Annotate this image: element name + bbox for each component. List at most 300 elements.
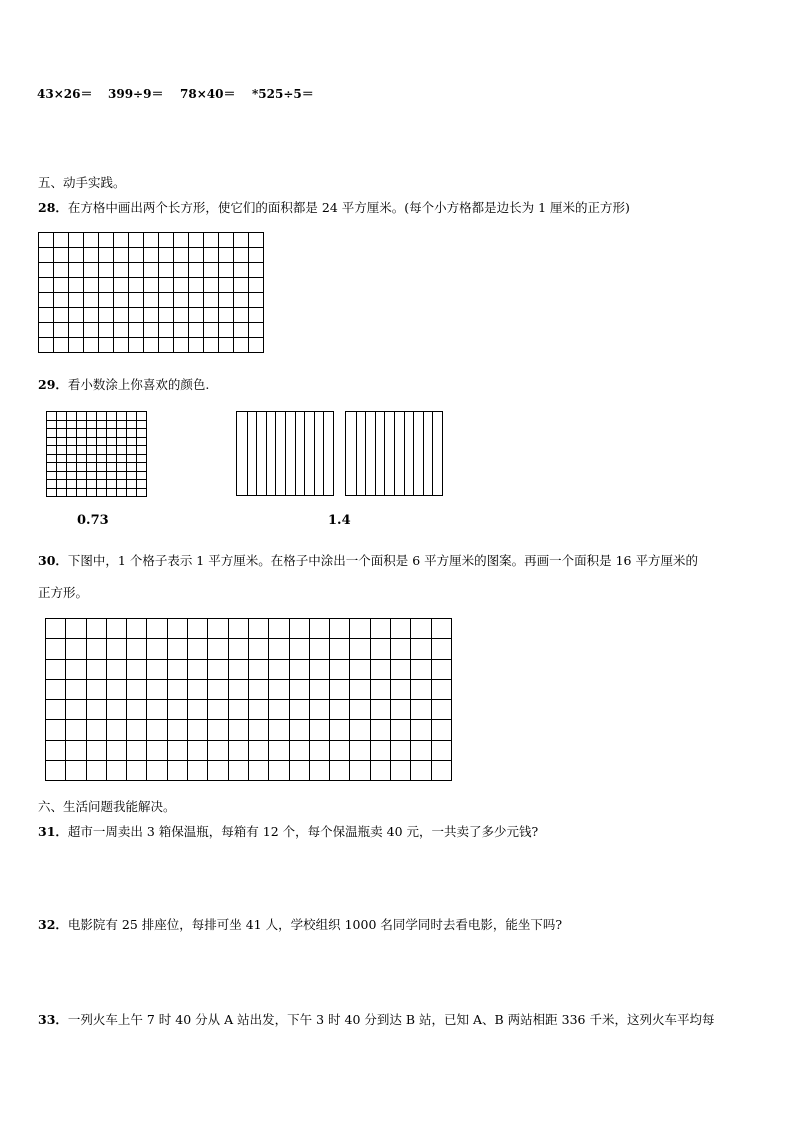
grid-cell[interactable]	[269, 700, 289, 720]
grid-cell[interactable]	[69, 263, 84, 278]
grid-cell[interactable]	[97, 480, 107, 489]
grid-cell[interactable]	[69, 293, 84, 308]
grid-cell[interactable]	[117, 429, 127, 438]
grid-cell[interactable]	[370, 740, 390, 760]
grid-cell[interactable]	[204, 233, 219, 248]
grid-cell[interactable]	[137, 429, 147, 438]
grid-cell[interactable]	[219, 263, 234, 278]
grid-cell[interactable]	[248, 619, 268, 639]
square-grid-q30[interactable]	[45, 618, 452, 781]
grid-cell[interactable]	[208, 720, 228, 740]
grid-cell[interactable]	[127, 639, 147, 659]
grid-cell[interactable]	[87, 454, 97, 463]
grid-cell[interactable]	[208, 619, 228, 639]
grid-cell[interactable]	[174, 308, 189, 323]
grid-cell[interactable]	[137, 446, 147, 455]
grid-cell[interactable]	[189, 263, 204, 278]
grid-cell[interactable]	[159, 233, 174, 248]
grid-cell[interactable]	[219, 293, 234, 308]
grid-cell[interactable]	[391, 700, 411, 720]
grid-cell[interactable]	[167, 720, 187, 740]
grid-cell[interactable]	[127, 619, 147, 639]
grid-cell[interactable]	[84, 233, 99, 248]
grid-cell[interactable]	[330, 761, 350, 781]
grid-cell[interactable]	[54, 233, 69, 248]
grid-cell[interactable]	[228, 740, 248, 760]
grid-cell[interactable]	[144, 308, 159, 323]
grid-cell[interactable]	[106, 740, 126, 760]
grid-cell[interactable]	[99, 278, 114, 293]
grid-cell[interactable]	[47, 480, 57, 489]
grid-cell[interactable]	[309, 761, 329, 781]
grid-cell[interactable]	[370, 639, 390, 659]
grid-cell[interactable]	[167, 740, 187, 760]
grid-cell[interactable]	[234, 323, 249, 338]
grid-cell[interactable]	[167, 700, 187, 720]
grid-cell[interactable]	[117, 488, 127, 497]
tenths-box-1[interactable]	[236, 411, 334, 496]
grid-cell[interactable]	[330, 679, 350, 699]
grid-cell[interactable]	[391, 720, 411, 740]
grid-cell[interactable]	[204, 293, 219, 308]
grid-cell[interactable]	[309, 720, 329, 740]
grid-cell[interactable]	[84, 293, 99, 308]
grid-cell[interactable]	[99, 233, 114, 248]
grid-cell[interactable]	[57, 480, 67, 489]
grid-cell[interactable]	[269, 761, 289, 781]
grid-cell[interactable]	[67, 412, 77, 421]
grid-cell[interactable]	[309, 639, 329, 659]
grid-cell[interactable]	[137, 412, 147, 421]
grid-cell[interactable]	[208, 761, 228, 781]
grid-cell[interactable]	[129, 323, 144, 338]
grid-cell[interactable]	[391, 740, 411, 760]
grid-cell[interactable]	[54, 293, 69, 308]
grid-cell[interactable]	[370, 619, 390, 639]
grid-cell[interactable]	[86, 659, 106, 679]
grid-cell[interactable]	[167, 639, 187, 659]
grid-cell[interactable]	[127, 412, 137, 421]
grid-cell[interactable]	[84, 323, 99, 338]
grid-cell[interactable]	[188, 761, 208, 781]
grid-cell[interactable]	[411, 700, 431, 720]
grid-cell[interactable]	[47, 437, 57, 446]
grid-cell[interactable]	[137, 488, 147, 497]
grid-cell[interactable]	[99, 263, 114, 278]
grid-cell[interactable]	[127, 488, 137, 497]
grid-cell[interactable]	[411, 740, 431, 760]
grid-cell[interactable]	[147, 761, 167, 781]
grid-cell[interactable]	[87, 437, 97, 446]
grid-cell[interactable]	[204, 338, 219, 353]
grid-cell[interactable]	[219, 248, 234, 263]
grid-cell[interactable]	[204, 263, 219, 278]
grid-cell[interactable]	[106, 619, 126, 639]
grid-cell[interactable]	[107, 420, 117, 429]
grid-cell[interactable]	[39, 293, 54, 308]
grid-cell[interactable]	[249, 338, 264, 353]
grid-cell[interactable]	[106, 659, 126, 679]
grid-cell[interactable]	[117, 471, 127, 480]
grid-cell[interactable]	[269, 619, 289, 639]
grid-cell[interactable]	[86, 639, 106, 659]
grid-cell[interactable]	[289, 700, 309, 720]
grid-cell[interactable]	[117, 463, 127, 472]
grid-cell[interactable]	[431, 679, 451, 699]
grid-cell[interactable]	[249, 308, 264, 323]
grid-cell[interactable]	[228, 619, 248, 639]
grid-cell[interactable]	[84, 263, 99, 278]
grid-cell[interactable]	[350, 659, 370, 679]
grid-cell[interactable]	[84, 278, 99, 293]
grid-cell[interactable]	[144, 293, 159, 308]
grid-cell[interactable]	[174, 293, 189, 308]
grid-cell[interactable]	[117, 480, 127, 489]
grid-cell[interactable]	[189, 323, 204, 338]
grid-cell[interactable]	[127, 480, 137, 489]
grid-cell[interactable]	[204, 323, 219, 338]
grid-cell[interactable]	[248, 659, 268, 679]
grid-cell[interactable]	[228, 679, 248, 699]
grid-cell[interactable]	[350, 679, 370, 699]
grid-cell[interactable]	[54, 308, 69, 323]
grid-cell[interactable]	[127, 463, 137, 472]
grid-cell[interactable]	[67, 488, 77, 497]
grid-cell[interactable]	[174, 263, 189, 278]
grid-cell[interactable]	[57, 463, 67, 472]
grid-cell[interactable]	[87, 463, 97, 472]
grid-cell[interactable]	[127, 454, 137, 463]
grid-cell[interactable]	[204, 248, 219, 263]
grid-cell[interactable]	[228, 659, 248, 679]
grid-cell[interactable]	[99, 248, 114, 263]
grid-cell[interactable]	[39, 338, 54, 353]
grid-cell[interactable]	[57, 471, 67, 480]
grid-cell[interactable]	[77, 454, 87, 463]
grid-cell[interactable]	[189, 248, 204, 263]
grid-cell[interactable]	[208, 639, 228, 659]
grid-cell[interactable]	[330, 720, 350, 740]
grid-cell[interactable]	[208, 700, 228, 720]
grid-cell[interactable]	[99, 293, 114, 308]
grid-cell[interactable]	[219, 323, 234, 338]
grid-cell[interactable]	[127, 420, 137, 429]
grid-cell[interactable]	[159, 323, 174, 338]
grid-cell[interactable]	[54, 323, 69, 338]
grid-cell[interactable]	[234, 263, 249, 278]
grid-cell[interactable]	[228, 700, 248, 720]
grid-cell[interactable]	[66, 679, 86, 699]
grid-cell[interactable]	[188, 619, 208, 639]
grid-cell[interactable]	[87, 412, 97, 421]
grid-cell[interactable]	[46, 761, 66, 781]
grid-cell[interactable]	[129, 293, 144, 308]
grid-cell[interactable]	[77, 412, 87, 421]
grid-cell[interactable]	[84, 308, 99, 323]
grid-cell[interactable]	[411, 639, 431, 659]
grid-cell[interactable]	[84, 248, 99, 263]
grid-cell[interactable]	[144, 248, 159, 263]
grid-cell[interactable]	[77, 437, 87, 446]
grid-cell[interactable]	[167, 619, 187, 639]
grid-cell[interactable]	[107, 412, 117, 421]
grid-cell[interactable]	[46, 679, 66, 699]
grid-cell[interactable]	[391, 761, 411, 781]
grid-cell[interactable]	[129, 308, 144, 323]
grid-cell[interactable]	[137, 437, 147, 446]
grid-cell[interactable]	[159, 338, 174, 353]
grid-cell[interactable]	[208, 740, 228, 760]
grid-cell[interactable]	[114, 278, 129, 293]
grid-cell[interactable]	[249, 293, 264, 308]
grid-cell[interactable]	[159, 293, 174, 308]
grid-cell[interactable]	[188, 740, 208, 760]
grid-cell[interactable]	[289, 740, 309, 760]
grid-cell[interactable]	[234, 308, 249, 323]
grid-cell[interactable]	[289, 659, 309, 679]
grid-cell[interactable]	[47, 471, 57, 480]
grid-cell[interactable]	[411, 761, 431, 781]
grid-cell[interactable]	[117, 420, 127, 429]
grid-cell[interactable]	[107, 463, 117, 472]
grid-cell[interactable]	[208, 659, 228, 679]
grid-cell[interactable]	[46, 740, 66, 760]
grid-cell[interactable]	[127, 471, 137, 480]
grid-cell[interactable]	[350, 639, 370, 659]
grid-cell[interactable]	[47, 488, 57, 497]
grid-cell[interactable]	[350, 761, 370, 781]
grid-cell[interactable]	[86, 619, 106, 639]
tenths-box-2[interactable]	[345, 411, 443, 496]
square-grid-q28[interactable]	[38, 232, 264, 353]
grid-cell[interactable]	[97, 412, 107, 421]
grid-cell[interactable]	[77, 420, 87, 429]
grid-cell[interactable]	[350, 740, 370, 760]
grid-cell[interactable]	[228, 720, 248, 740]
grid-cell[interactable]	[87, 488, 97, 497]
grid-cell[interactable]	[57, 429, 67, 438]
grid-cell[interactable]	[219, 308, 234, 323]
grid-cell[interactable]	[107, 480, 117, 489]
grid-cell[interactable]	[127, 429, 137, 438]
grid-cell[interactable]	[127, 659, 147, 679]
grid-cell[interactable]	[54, 248, 69, 263]
grid-cell[interactable]	[127, 446, 137, 455]
grid-cell[interactable]	[159, 278, 174, 293]
grid-cell[interactable]	[54, 338, 69, 353]
grid-cell[interactable]	[188, 659, 208, 679]
grid-cell[interactable]	[117, 446, 127, 455]
grid-cell[interactable]	[204, 308, 219, 323]
grid-cell[interactable]	[107, 446, 117, 455]
grid-cell[interactable]	[57, 488, 67, 497]
grid-cell[interactable]	[289, 761, 309, 781]
grid-cell[interactable]	[411, 619, 431, 639]
grid-cell[interactable]	[97, 488, 107, 497]
grid-cell[interactable]	[57, 420, 67, 429]
grid-cell[interactable]	[189, 278, 204, 293]
grid-cell[interactable]	[431, 619, 451, 639]
grid-cell[interactable]	[189, 338, 204, 353]
grid-cell[interactable]	[189, 308, 204, 323]
grid-cell[interactable]	[87, 480, 97, 489]
grid-cell[interactable]	[86, 720, 106, 740]
grid-cell[interactable]	[114, 233, 129, 248]
grid-cell[interactable]	[248, 740, 268, 760]
grid-cell[interactable]	[189, 293, 204, 308]
hundredths-grid-q29[interactable]	[46, 411, 147, 497]
grid-cell[interactable]	[330, 619, 350, 639]
grid-cell[interactable]	[289, 639, 309, 659]
grid-cell[interactable]	[350, 700, 370, 720]
grid-cell[interactable]	[47, 429, 57, 438]
grid-cell[interactable]	[129, 248, 144, 263]
grid-cell[interactable]	[107, 488, 117, 497]
grid-cell[interactable]	[66, 659, 86, 679]
grid-cell[interactable]	[117, 412, 127, 421]
grid-cell[interactable]	[234, 293, 249, 308]
grid-cell[interactable]	[107, 454, 117, 463]
grid-cell[interactable]	[330, 639, 350, 659]
grid-cell[interactable]	[204, 278, 219, 293]
grid-cell[interactable]	[188, 679, 208, 699]
grid-cell[interactable]	[67, 429, 77, 438]
grid-cell[interactable]	[46, 619, 66, 639]
grid-cell[interactable]	[107, 429, 117, 438]
grid-cell[interactable]	[350, 619, 370, 639]
grid-cell[interactable]	[249, 263, 264, 278]
grid-cell[interactable]	[411, 679, 431, 699]
grid-cell[interactable]	[144, 263, 159, 278]
grid-cell[interactable]	[370, 700, 390, 720]
grid-cell[interactable]	[189, 233, 204, 248]
grid-cell[interactable]	[248, 639, 268, 659]
grid-cell[interactable]	[174, 278, 189, 293]
grid-cell[interactable]	[47, 454, 57, 463]
grid-cell[interactable]	[137, 420, 147, 429]
grid-cell[interactable]	[269, 679, 289, 699]
grid-cell[interactable]	[309, 679, 329, 699]
grid-cell[interactable]	[159, 263, 174, 278]
grid-cell[interactable]	[137, 480, 147, 489]
grid-cell[interactable]	[144, 338, 159, 353]
grid-cell[interactable]	[97, 429, 107, 438]
grid-cell[interactable]	[167, 761, 187, 781]
grid-cell[interactable]	[431, 639, 451, 659]
grid-cell[interactable]	[370, 720, 390, 740]
grid-cell[interactable]	[391, 659, 411, 679]
grid-cell[interactable]	[47, 420, 57, 429]
grid-cell[interactable]	[69, 323, 84, 338]
grid-cell[interactable]	[46, 659, 66, 679]
grid-cell[interactable]	[159, 308, 174, 323]
grid-cell[interactable]	[167, 659, 187, 679]
grid-cell[interactable]	[87, 471, 97, 480]
grid-cell[interactable]	[54, 278, 69, 293]
grid-cell[interactable]	[249, 323, 264, 338]
grid-cell[interactable]	[77, 471, 87, 480]
grid-cell[interactable]	[188, 720, 208, 740]
grid-cell[interactable]	[228, 761, 248, 781]
grid-cell[interactable]	[106, 679, 126, 699]
grid-cell[interactable]	[228, 639, 248, 659]
grid-cell[interactable]	[77, 480, 87, 489]
grid-cell[interactable]	[330, 659, 350, 679]
grid-cell[interactable]	[391, 679, 411, 699]
grid-cell[interactable]	[174, 248, 189, 263]
grid-cell[interactable]	[309, 619, 329, 639]
grid-cell[interactable]	[249, 248, 264, 263]
grid-cell[interactable]	[411, 720, 431, 740]
grid-cell[interactable]	[67, 480, 77, 489]
grid-cell[interactable]	[39, 278, 54, 293]
grid-cell[interactable]	[174, 233, 189, 248]
grid-cell[interactable]	[269, 720, 289, 740]
grid-cell[interactable]	[69, 308, 84, 323]
grid-cell[interactable]	[269, 740, 289, 760]
grid-cell[interactable]	[77, 446, 87, 455]
grid-cell[interactable]	[66, 720, 86, 740]
grid-cell[interactable]	[67, 437, 77, 446]
grid-cell[interactable]	[147, 679, 167, 699]
grid-cell[interactable]	[330, 700, 350, 720]
grid-cell[interactable]	[269, 639, 289, 659]
grid-cell[interactable]	[309, 700, 329, 720]
grid-cell[interactable]	[234, 278, 249, 293]
grid-cell[interactable]	[54, 263, 69, 278]
grid-cell[interactable]	[69, 278, 84, 293]
grid-cell[interactable]	[114, 338, 129, 353]
grid-cell[interactable]	[248, 761, 268, 781]
grid-cell[interactable]	[137, 471, 147, 480]
grid-cell[interactable]	[127, 700, 147, 720]
grid-cell[interactable]	[67, 463, 77, 472]
grid-cell[interactable]	[370, 679, 390, 699]
grid-cell[interactable]	[350, 720, 370, 740]
grid-cell[interactable]	[66, 639, 86, 659]
grid-cell[interactable]	[129, 233, 144, 248]
grid-cell[interactable]	[129, 263, 144, 278]
grid-cell[interactable]	[137, 463, 147, 472]
grid-cell[interactable]	[411, 659, 431, 679]
grid-cell[interactable]	[47, 412, 57, 421]
grid-cell[interactable]	[167, 679, 187, 699]
grid-cell[interactable]	[39, 308, 54, 323]
grid-cell[interactable]	[77, 429, 87, 438]
grid-cell[interactable]	[97, 446, 107, 455]
grid-cell[interactable]	[289, 679, 309, 699]
grid-cell[interactable]	[57, 454, 67, 463]
grid-cell[interactable]	[97, 471, 107, 480]
grid-cell[interactable]	[431, 761, 451, 781]
grid-cell[interactable]	[66, 700, 86, 720]
grid-cell[interactable]	[391, 639, 411, 659]
grid-cell[interactable]	[117, 437, 127, 446]
grid-cell[interactable]	[309, 659, 329, 679]
grid-cell[interactable]	[114, 308, 129, 323]
grid-cell[interactable]	[391, 619, 411, 639]
grid-cell[interactable]	[114, 293, 129, 308]
grid-cell[interactable]	[208, 679, 228, 699]
grid-cell[interactable]	[69, 338, 84, 353]
grid-cell[interactable]	[97, 420, 107, 429]
grid-cell[interactable]	[46, 700, 66, 720]
grid-cell[interactable]	[39, 233, 54, 248]
grid-cell[interactable]	[370, 761, 390, 781]
grid-cell[interactable]	[147, 740, 167, 760]
grid-cell[interactable]	[39, 248, 54, 263]
grid-cell[interactable]	[106, 761, 126, 781]
